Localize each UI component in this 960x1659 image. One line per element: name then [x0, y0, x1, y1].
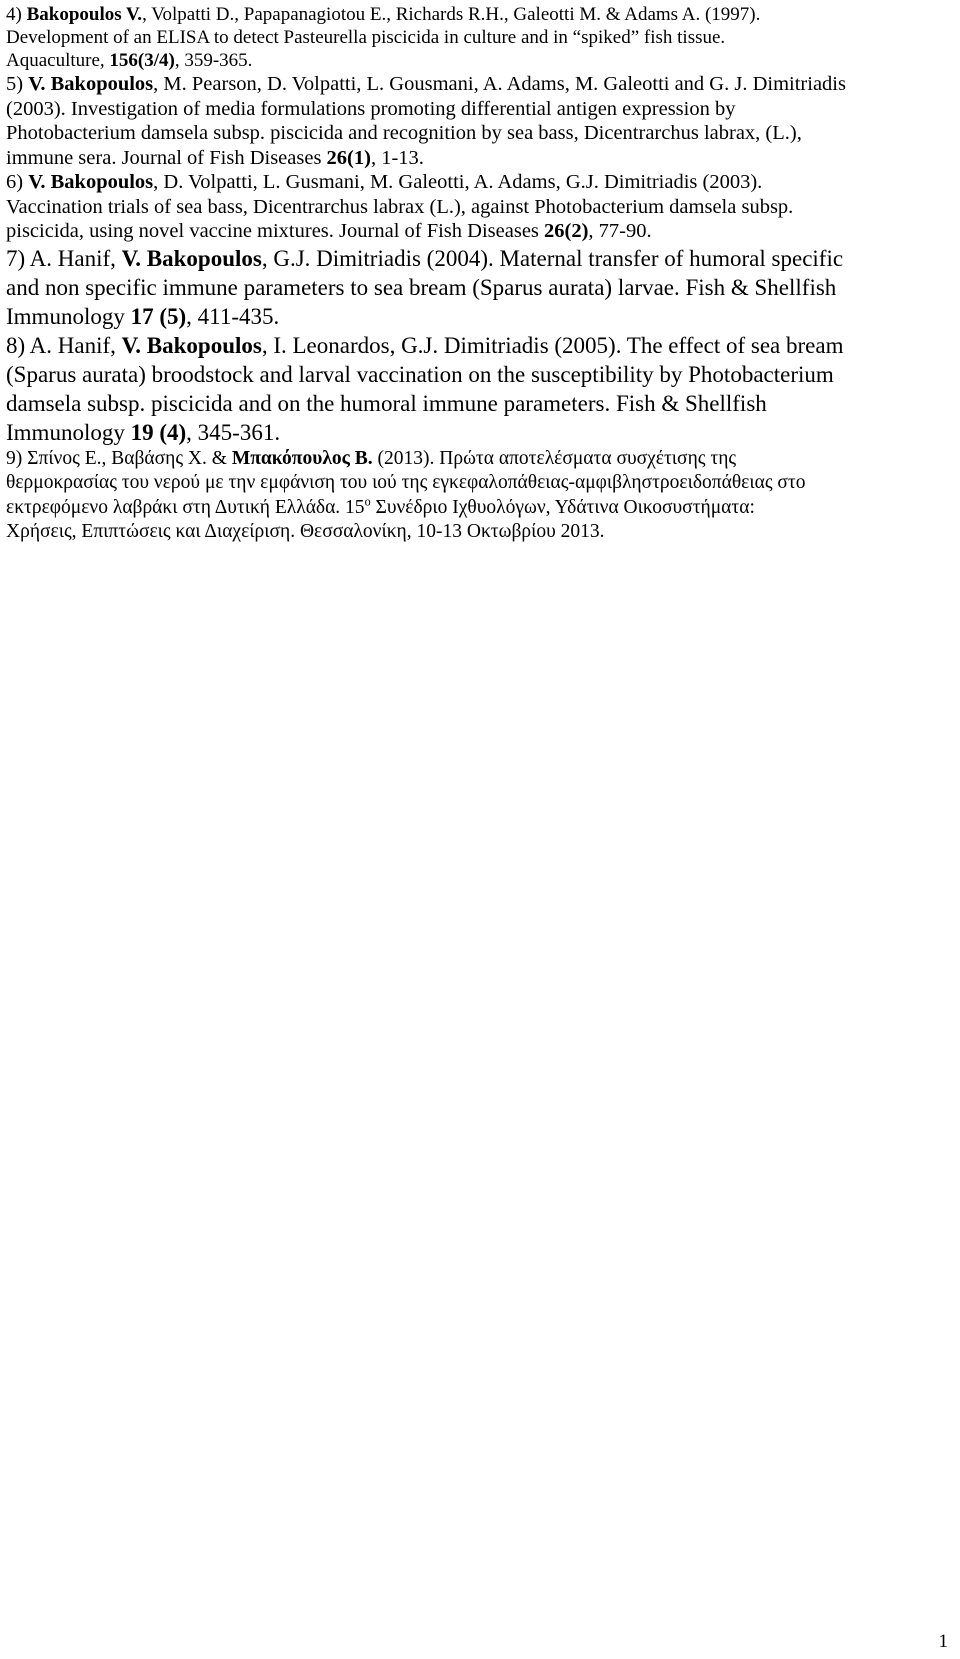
reference-text: immune sera. Journal of Fish Diseases	[6, 146, 327, 169]
author-highlight: Μπακόπουλος Β.	[231, 447, 373, 469]
reference-line	[6, 447, 946, 472]
reference-6	[6, 170, 946, 244]
reference-line	[6, 331, 946, 360]
reference-text: 8) A. Hanif,	[6, 332, 122, 358]
reference-text: Immunology	[6, 419, 131, 445]
reference-number: 4)	[6, 4, 27, 25]
reference-line	[6, 244, 946, 273]
volume-issue: 26(1)	[326, 146, 371, 169]
reference-line: Χρήσεις, Επιπτώσεις και Διαχείριση. Θεσσαλονίκη, 10-13 Οκτωβρίου 2013.	[6, 521, 605, 542]
reference-text: piscicida, using novel vaccine mixtures. Journal of Fish Diseases	[6, 220, 545, 242]
reference-line	[6, 49, 946, 72]
author-highlight: Bakopoulos V.	[26, 4, 143, 25]
volume-issue: 17 (5)	[130, 303, 187, 329]
author-highlight: V. Bakopoulos	[28, 171, 154, 193]
reference-line: Vaccination trials of sea bass, Dicentrarchus labrax (L.), against Photobacterium damsela subsp.	[6, 195, 794, 218]
reference-text: Aquaculture,	[6, 50, 110, 71]
reference-7	[6, 244, 946, 331]
reference-line: (2003). Investigation of media formulations promoting differential antigen expression by	[6, 97, 736, 120]
reference-line: Development of an ELISA to detect Pasteurella piscicida in culture and in “spiked” fish tissue.	[6, 27, 726, 48]
reference-line	[6, 496, 946, 521]
reference-line	[6, 302, 946, 331]
reference-text: (2013). Πρώτα αποτελέσματα συσχέτισης της	[372, 447, 737, 469]
reference-text: , G.J. Dimitriadis (2004). Maternal transfer of humoral specific	[261, 245, 844, 271]
reference-number: 6)	[6, 171, 29, 193]
volume-issue: 26(2)	[544, 220, 589, 242]
reference-line: damsela subsp. piscicida and on the humoral immune parameters. Fish & Shellfish	[6, 390, 767, 416]
reference-text: 9) Σπίνος Ε., Βαβάσης Χ. &	[6, 447, 232, 469]
author-highlight: V. Bakopoulos	[28, 73, 154, 95]
reference-number: 5)	[6, 73, 29, 95]
reference-line: Photobacterium damsela subsp. piscicida and recognition by sea bass, Dicentrarchus labrax, (L.),	[6, 122, 802, 144]
reference-line: θερμοκρασίας του νερού με την εμφάνιση του ιού της εγκεφαλοπάθειας-αμφιβληστροειδοπάθειας στο	[6, 472, 806, 493]
author-highlight: V. Bakopoulos	[121, 245, 262, 271]
reference-text: , 359-365.	[174, 50, 253, 71]
reference-text: Συνέδριο Ιχθυολόγων, Υδάτινα Οικοσυστήματα:	[370, 496, 755, 518]
reference-8	[6, 331, 946, 447]
reference-text: , 345-361.	[186, 419, 281, 445]
reference-line	[6, 219, 946, 244]
reference-text: , M. Pearson, D. Volpatti, L. Gousmani, A. Adams, M. Galeotti and G. J. Dimitriadis	[153, 73, 846, 95]
reference-9	[6, 447, 946, 545]
reference-line	[6, 146, 946, 171]
document-page	[6, 3, 946, 545]
page-number: 1	[938, 1631, 948, 1652]
reference-text: , 77-90.	[588, 220, 652, 242]
reference-line: (Sparus aurata) broodstock and larval vaccination on the susceptibility by Photobacterium	[6, 361, 834, 387]
reference-line: and non specific immune parameters to sea bream (Sparus aurata) larvae. Fish & Shellfish	[6, 274, 837, 300]
reference-4	[6, 3, 946, 72]
reference-text: Immunology	[6, 303, 131, 329]
volume-issue: 156(3/4)	[109, 50, 175, 71]
reference-text: , 411-435.	[186, 303, 280, 329]
reference-text: , 1-13.	[370, 146, 424, 169]
author-highlight: V. Bakopoulos	[121, 332, 262, 358]
reference-text: 7) A. Hanif,	[6, 245, 122, 271]
volume-issue: 19 (4)	[130, 419, 187, 445]
reference-line	[6, 170, 946, 195]
reference-text: , Volpatti D., Papapanagiotou E., Richards R.H., Galeotti M. & Adams A. (1997).	[142, 4, 761, 25]
reference-line	[6, 3, 946, 26]
reference-text: , D. Volpatti, L. Gusmani, M. Galeotti, A. Adams, G.J. Dimitriadis (2003).	[153, 171, 763, 193]
reference-text: εκτρεφόμενο λαβράκι στη Δυτική Ελλάδα. 15	[6, 496, 365, 518]
reference-5	[6, 72, 946, 170]
reference-text: , I. Leonardos, G.J. Dimitriadis (2005). The effect of sea bream	[261, 332, 844, 358]
ordinal-superscript: ο	[364, 494, 371, 508]
reference-line	[6, 418, 946, 447]
reference-line	[6, 72, 946, 97]
